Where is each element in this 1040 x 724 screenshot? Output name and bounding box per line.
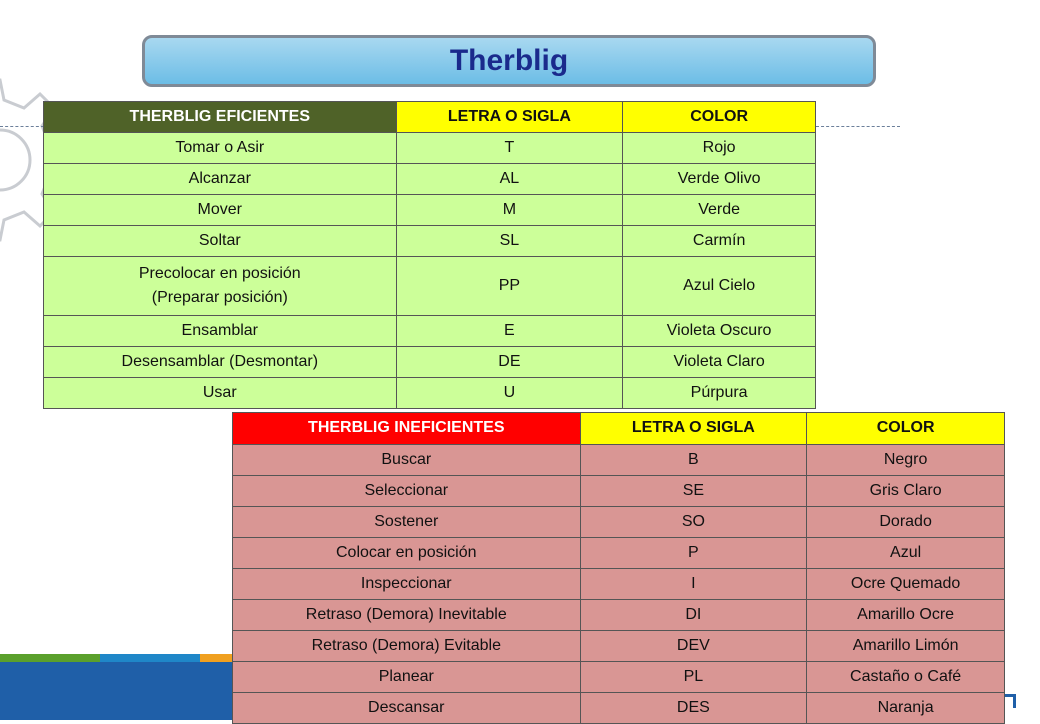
therblig-name: Seleccionar: [233, 476, 581, 507]
therblig-code: PL: [580, 662, 807, 693]
column-header: THERBLIG INEFICIENTES: [233, 413, 581, 445]
therblig-name: Desensamblar (Desmontar): [44, 347, 397, 378]
therblig-code: DE: [396, 347, 623, 378]
therblig-color: Amarillo Ocre: [807, 600, 1005, 631]
therblig-name: Inspeccionar: [233, 569, 581, 600]
therblig-code: I: [580, 569, 807, 600]
table-row: [233, 662, 1005, 693]
table-row: [233, 631, 1005, 662]
therblig-name: Ensamblar: [44, 316, 397, 347]
therblig-name: Retraso (Demora) Evitable: [233, 631, 581, 662]
therblig-color: Violeta Claro: [623, 347, 816, 378]
table-row: [233, 445, 1005, 476]
therblig-code: DEV: [580, 631, 807, 662]
therblig-name: Soltar: [44, 226, 397, 257]
table-row: [44, 195, 816, 226]
therblig-code: P: [580, 538, 807, 569]
therblig-code: U: [396, 378, 623, 409]
therblig-color: Violeta Oscuro: [623, 316, 816, 347]
column-header: THERBLIG EFICIENTES: [44, 102, 397, 133]
therblig-name: Buscar: [233, 445, 581, 476]
table-row: [233, 693, 1005, 724]
therblig-code: T: [396, 133, 623, 164]
column-header: COLOR: [807, 413, 1005, 445]
logo-mark-icon: [1006, 694, 1016, 708]
table-row: [44, 257, 816, 316]
table-row: [44, 164, 816, 195]
table-row: [233, 507, 1005, 538]
page-title: Therblig: [449, 44, 569, 77]
table-row: [233, 600, 1005, 631]
column-header: LETRA O SIGLA: [396, 102, 623, 133]
dashed-divider-right: [816, 126, 900, 127]
therblig-code: SE: [580, 476, 807, 507]
therblig-color: Negro: [807, 445, 1005, 476]
therblig-color: Púrpura: [623, 378, 816, 409]
table-row: [44, 133, 816, 164]
therblig-name: Retraso (Demora) Inevitable: [233, 600, 581, 631]
therblig-color: Verde: [623, 195, 816, 226]
therblig-color: Amarillo Limón: [807, 631, 1005, 662]
therblig-name: Colocar en posición: [233, 538, 581, 569]
therblig-name: Tomar o Asir: [44, 133, 397, 164]
therblig-color: Ocre Quemado: [807, 569, 1005, 600]
therblig-name-line: (Preparar posición): [151, 289, 288, 306]
therblig-code: DI: [580, 600, 807, 631]
table-row: [233, 569, 1005, 600]
therblig-code: B: [580, 445, 807, 476]
therblig-color: Carmín: [623, 226, 816, 257]
therblig-code: SL: [396, 226, 623, 257]
table-row: [233, 538, 1005, 569]
therblig-name: Mover: [44, 195, 397, 226]
title-banner: [142, 35, 876, 87]
therblig-code: DES: [580, 693, 807, 724]
table-header-row: [44, 102, 816, 133]
therblig-color: Gris Claro: [807, 476, 1005, 507]
therblig-name: Usar: [44, 378, 397, 409]
table-row: [233, 476, 1005, 507]
therblig-name: Descansar: [233, 693, 581, 724]
therblig-name-line: Precolocar en posición: [138, 264, 301, 282]
table-row: [44, 378, 816, 409]
inefficient-therbligs-table: [232, 412, 1005, 724]
table-row: [44, 347, 816, 378]
bottom-color-band: [0, 654, 232, 720]
table-row: [44, 316, 816, 347]
therblig-color: Castaño o Café: [807, 662, 1005, 693]
table-row: [44, 226, 816, 257]
therblig-color: Rojo: [623, 133, 816, 164]
therblig-color: Azul: [807, 538, 1005, 569]
table-header-row: [233, 413, 1005, 445]
therblig-color: Azul Cielo: [623, 257, 816, 316]
therblig-color: Verde Olivo: [623, 164, 816, 195]
therblig-code: E: [396, 316, 623, 347]
efficient-therbligs-table: [43, 101, 816, 409]
dashed-divider-left: [0, 126, 44, 127]
therblig-name: Sostener: [233, 507, 581, 538]
therblig-code: M: [396, 195, 623, 226]
therblig-name: Alcanzar: [44, 164, 397, 195]
therblig-code: AL: [396, 164, 623, 195]
therblig-code: PP: [396, 257, 623, 316]
therblig-color: Naranja: [807, 693, 1005, 724]
therblig-color: Dorado: [807, 507, 1005, 538]
therblig-code: SO: [580, 507, 807, 538]
therblig-name: Planear: [233, 662, 581, 693]
column-header: COLOR: [623, 102, 816, 133]
column-header: LETRA O SIGLA: [580, 413, 807, 445]
therblig-name: [44, 257, 397, 316]
